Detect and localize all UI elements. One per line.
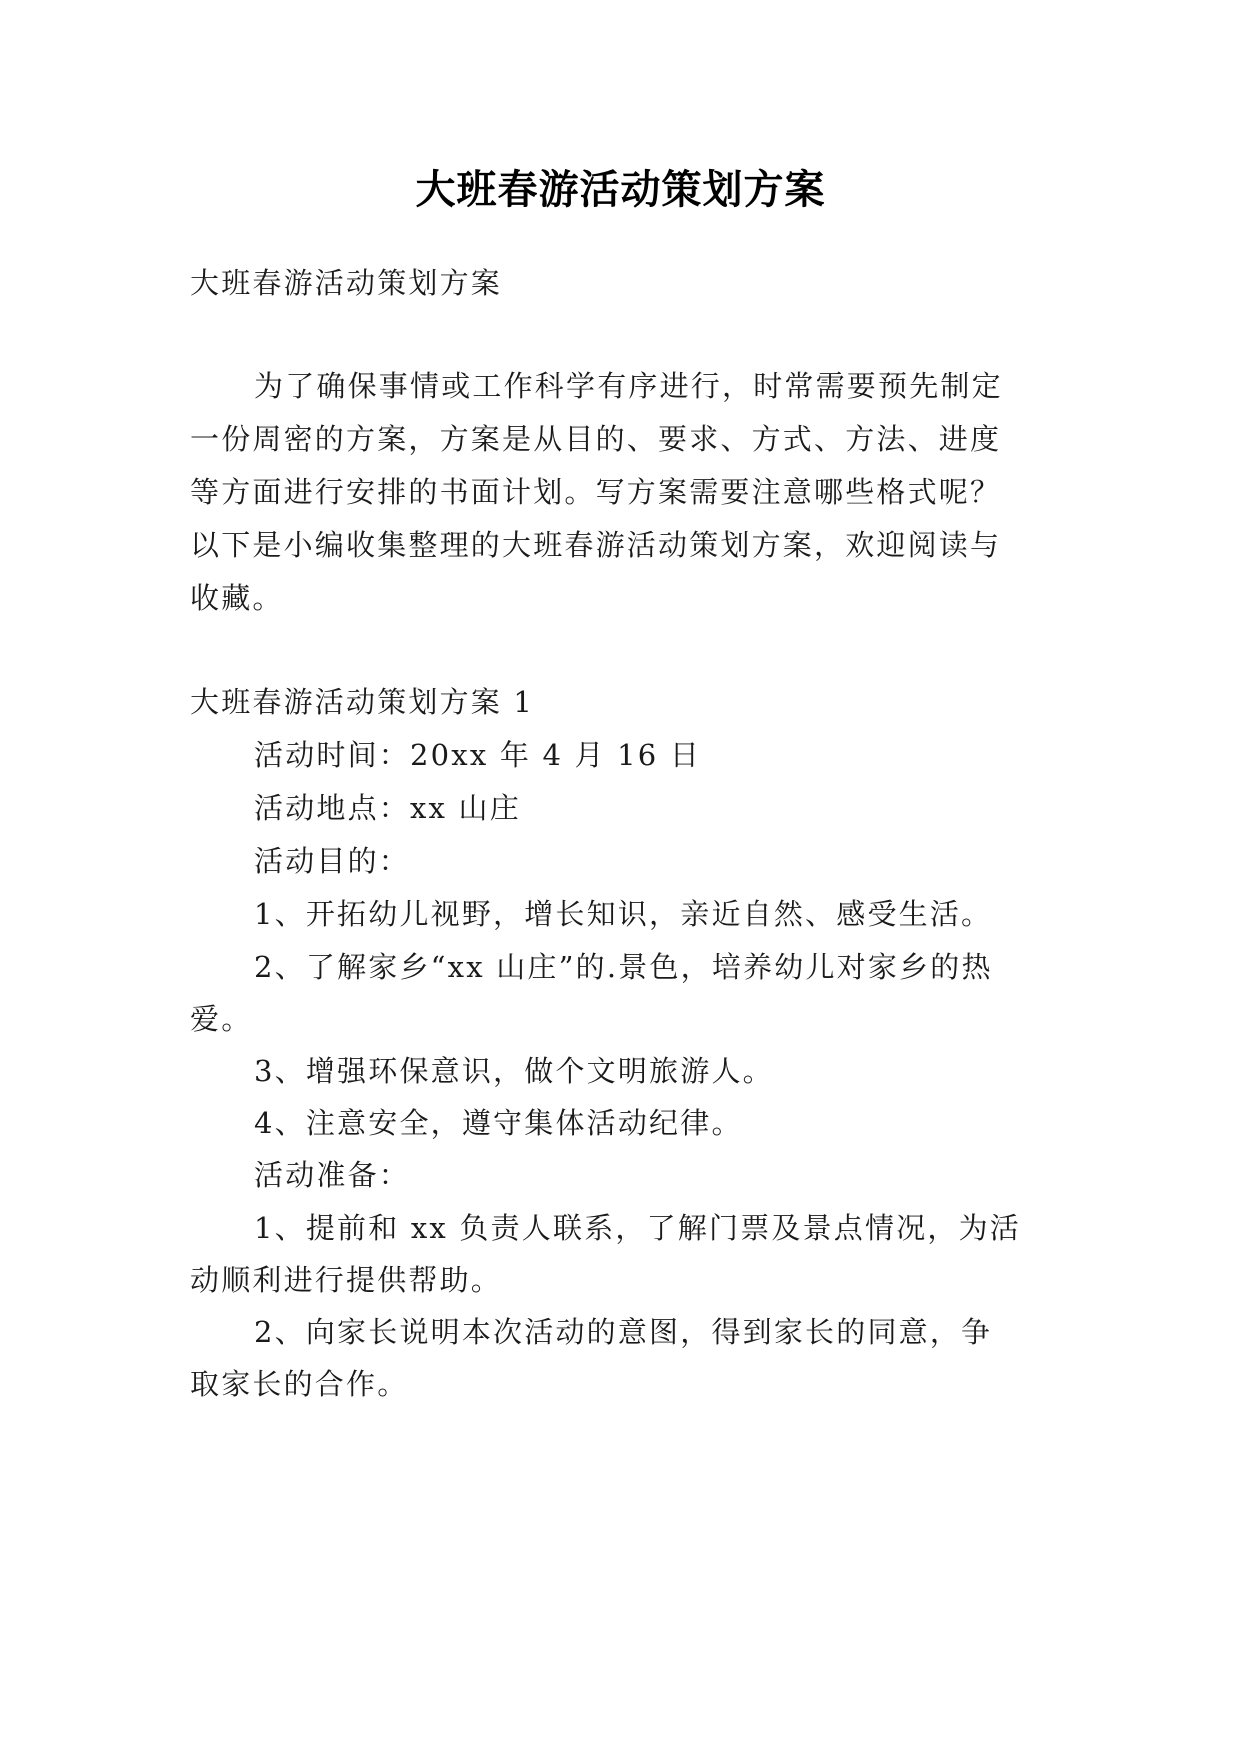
- intro-line: 收藏。: [190, 581, 284, 615]
- activity-location: 活动地点：xx 山庄: [254, 791, 521, 825]
- goal-item: 3、增强环保意识，做个文明旅游人。: [254, 1054, 774, 1088]
- document-title: 大班春游活动策划方案: [415, 166, 826, 213]
- activity-goals-heading: 活动目的：: [254, 844, 411, 878]
- section-title: 大班春游活动策划方案 1: [190, 685, 535, 719]
- activity-time: 活动时间：20xx 年 4 月 16 日: [254, 738, 702, 772]
- intro-line: 等方面进行安排的书面计划。写方案需要注意哪些格式呢？: [190, 475, 1002, 509]
- intro-line: 一份周密的方案，方案是从目的、要求、方式、方法、进度: [190, 422, 1002, 456]
- prep-item-continued: 取家长的合作。: [190, 1367, 409, 1401]
- goal-item: 1、开拓幼儿视野，增长知识，亲近自然、感受生活。: [254, 897, 993, 931]
- intro-line: 为了确保事情或工作科学有序进行，时常需要预先制定: [254, 369, 1003, 403]
- document-subtitle: 大班春游活动策划方案: [190, 266, 503, 300]
- goal-item: 2、了解家乡“xx 山庄”的.景色，培养幼儿对家乡的热: [254, 950, 993, 984]
- intro-line: 以下是小编收集整理的大班春游活动策划方案，欢迎阅读与: [190, 528, 1002, 562]
- goal-item: 4、注意安全，遵守集体活动纪律。: [254, 1106, 743, 1140]
- prep-item: 2、向家长说明本次活动的意图，得到家长的同意，争: [254, 1315, 993, 1349]
- activity-prep-heading: 活动准备：: [254, 1158, 411, 1192]
- prep-item: 1、提前和 xx 负责人联系，了解门票及景点情况，为活: [254, 1211, 1021, 1245]
- goal-item-continued: 爱。: [190, 1002, 253, 1036]
- prep-item-continued: 动顺利进行提供帮助。: [190, 1263, 503, 1297]
